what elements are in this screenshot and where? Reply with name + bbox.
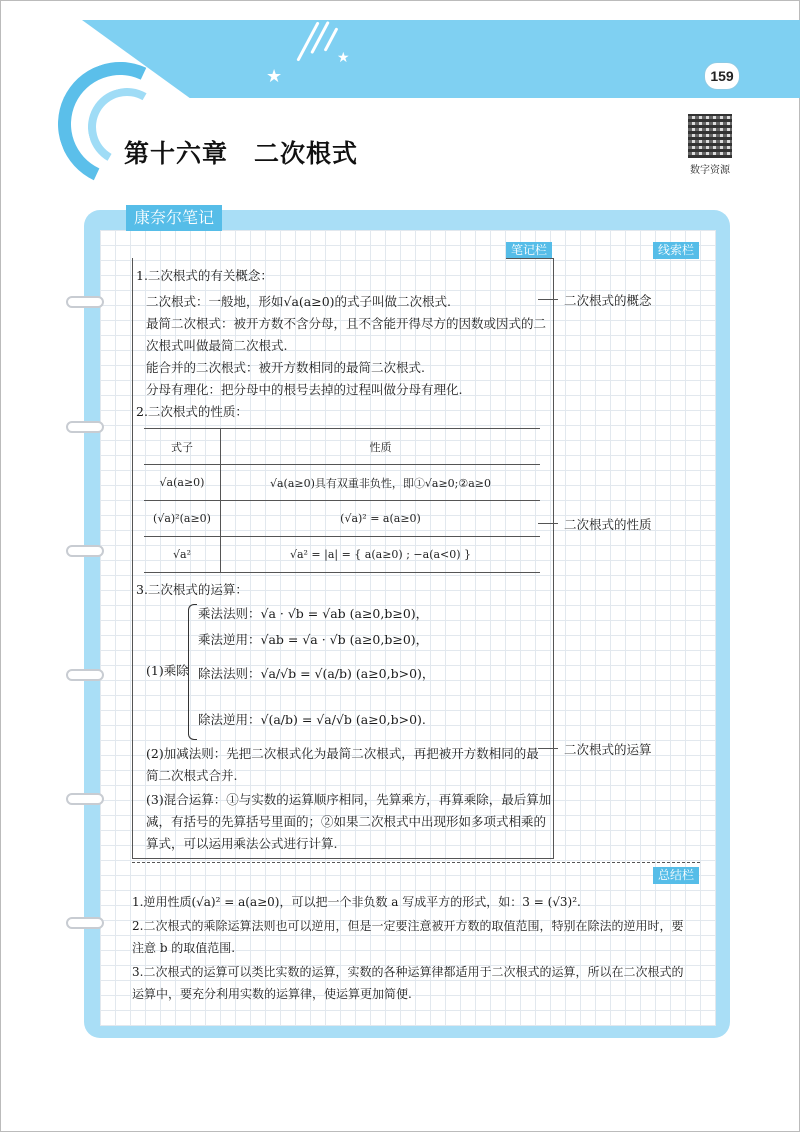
- table-row: [144, 537, 540, 573]
- section2-heading: 2.二次根式的性质：: [136, 404, 248, 419]
- summary-line: 2.二次根式的乘除运算法则也可以逆用，但是一定要注意被开方数的取值范围，特别在除法的逆用时，要: [132, 919, 684, 933]
- operation-rule: 乘法逆用：√ab = √a · √b (a≥0,b≥0)，: [198, 632, 429, 647]
- table-cell: √a(a≥0)具有双重非负性，即①√a≥0;②a≥0: [221, 465, 541, 501]
- table-cell: √a²: [144, 537, 221, 573]
- table-cell: √a(a≥0): [144, 465, 221, 501]
- binder-ring: [66, 917, 104, 929]
- summary-tag: 总结栏: [653, 867, 699, 884]
- binder-ring: [66, 545, 104, 557]
- header-band: [82, 20, 800, 98]
- qr-label: 数字资源: [690, 165, 730, 176]
- properties-table: [144, 428, 540, 573]
- notes-bottom-border: [132, 858, 554, 859]
- cue-properties: 二次根式的性质: [564, 517, 652, 532]
- add-rule-line: (2)加减法则：先把二次根式化为最简二次根式，再把被开方数相同的最: [146, 746, 539, 761]
- cue-concept: 二次根式的概念: [564, 293, 652, 308]
- cornell-notes-tag: 康奈尔笔记: [126, 205, 222, 231]
- binder-ring: [66, 669, 104, 681]
- notes-right-border: [553, 258, 554, 858]
- table-cell: (√a)² = a(a≥0): [221, 501, 541, 537]
- summary-line: 3.二次根式的运算可以类比实数的运算，实数的各种运算律都适用于二次根式的运算，所以在二次根式的: [132, 965, 684, 979]
- operation-rule: 除法逆用：√(a/b) = √a/√b (a≥0,b>0).: [198, 712, 426, 727]
- table-cell: √a² = |a| = { a(a≥0) ; −a(a<0) }: [221, 537, 541, 573]
- summary-divider: [132, 862, 700, 863]
- summary-line: 1.逆用性质(√a)² = a(a≥0)，可以把一个非负数 a 写成平方的形式，如：3 = (√3)².: [132, 895, 581, 909]
- binder-ring: [66, 421, 104, 433]
- add-rule-line: 简二次根式合并.: [146, 768, 238, 783]
- operation-rule: 除法法则：√a/√b = √(a/b) (a≥0,b>0)，: [198, 666, 435, 681]
- mul-div-label: (1)乘除: [146, 663, 189, 678]
- chapter-title: 第十六章 二次根式: [124, 139, 359, 168]
- table-row: [144, 465, 540, 501]
- section3-heading: 3.二次根式的运算：: [136, 582, 248, 597]
- table-cell: (√a)²(a≥0): [144, 501, 221, 537]
- cue-connector: [538, 523, 558, 524]
- section1-heading: 1.二次根式的有关概念：: [136, 268, 273, 283]
- concept-line: 二次根式：一般地，形如√a(a≥0)的式子叫做二次根式.: [146, 294, 452, 309]
- mixed-rule-line: 减，有括号的先算括号里面的；②如果二次根式中出现形如多项式相乘的: [146, 814, 547, 829]
- star-icon: ★: [266, 66, 283, 87]
- summary-line: 运算中，要充分利用实数的运算律，使运算更加简便.: [132, 987, 412, 1001]
- mixed-rule-line: (3)混合运算：①与实数的运算顺序相同，先算乘方，再算乘除，最后算加: [146, 792, 552, 807]
- star-icon: ★: [337, 50, 350, 66]
- notes-column-tag: 笔记栏: [506, 242, 552, 259]
- notes-top-border: [506, 258, 554, 259]
- table-row: [144, 501, 540, 537]
- qr-code-icon[interactable]: [688, 114, 732, 158]
- cues-column-tag: 线索栏: [653, 242, 699, 259]
- summary-line: 注意 b 的取值范围.: [132, 941, 236, 955]
- table-header-row: [144, 429, 540, 465]
- page-number: 159: [704, 62, 740, 90]
- binder-ring: [66, 793, 104, 805]
- concept-line: 分母有理化：把分母中的根号去掉的过程叫做分母有理化.: [146, 382, 463, 397]
- operation-rule: 乘法法则：√a · √b = √ab (a≥0,b≥0)，: [198, 606, 429, 621]
- notes-left-border: [132, 258, 133, 858]
- brace: [188, 604, 197, 740]
- cue-connector: [538, 299, 558, 300]
- table-header: 性质: [221, 429, 541, 465]
- binder-ring: [66, 296, 104, 308]
- concept-line: 最简二次根式：被开方数不含分母，且不含能开得尽方的因数或因式的二: [146, 316, 547, 331]
- mixed-rule-line: 算式，可以运用乘法公式进行计算.: [146, 836, 338, 851]
- concept-line: 次根式叫做最简二次根式.: [146, 338, 288, 353]
- cue-connector: [538, 748, 558, 749]
- concept-line: 能合并的二次根式：被开方数相同的最简二次根式.: [146, 360, 425, 375]
- cue-operations: 二次根式的运算: [564, 742, 652, 757]
- table-header: 式子: [144, 429, 221, 465]
